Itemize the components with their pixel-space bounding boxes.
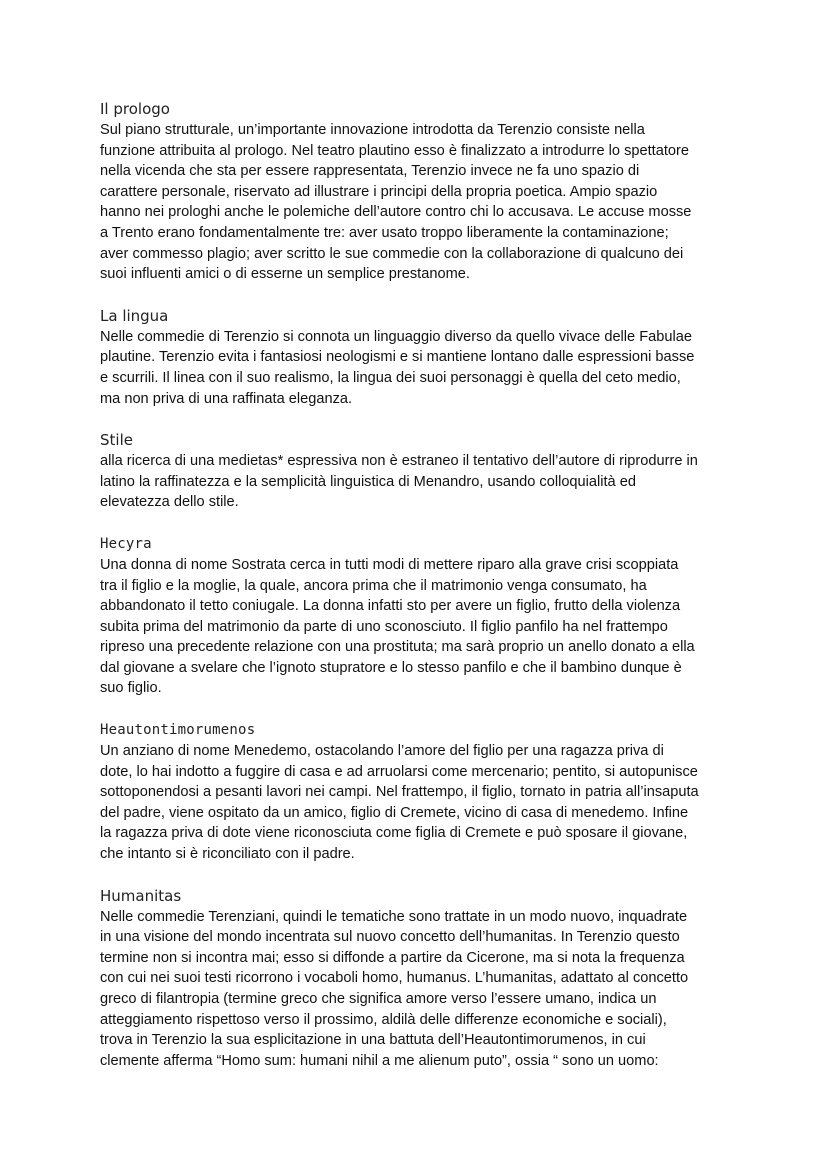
text-line: funzione attribuita al prologo. Nel teatro plautino esso è finalizzato a introdurre lo spettatore — [100, 142, 689, 159]
text-line: aver commesso plagio; aver scritto le sue commedie con la collaborazione di qualcuno dei — [100, 245, 684, 262]
section-paragraph — [100, 555, 740, 699]
text-line: con cui nei suoi testi ricorrono i vocaboli homo, humanus. L’humanitas, adattato al concetto — [100, 970, 689, 987]
section-heading: Hecyra — [100, 535, 152, 552]
text-line: termine non si incontra mai; esso si diffonde a partire da Cicerone, ma si nota la frequenza — [100, 949, 685, 966]
text-line: ripreso una precedente relazione con una prostituta; ma sarà proprio un anello donato a ella — [100, 639, 695, 656]
section-heading: Heautontimorumenos — [100, 722, 256, 739]
text-line: Un anziano di nome Menedemo, ostacolando l’amore del figlio per una ragazza priva di — [100, 743, 664, 760]
text-line: sottoponendosi a pesanti lavori nei campi. Nel frattempo, il figlio, tornato in patria all’insaputa — [100, 784, 699, 801]
text-line: clemente afferma “Homo sum: humani nihil a me alienum puto”, ossia “ sono un uomo: — [100, 1052, 659, 1069]
text-line: trova in Terenzio la sua esplicitazione in una battuta dell’Heautontimorumenos, in cui — [100, 1032, 646, 1049]
text-line: tra il figlio e la moglie, la quale, ancora prima che il matrimonio venga consumato, ha — [100, 577, 647, 594]
text-line: Nelle commedie di Terenzio si connota un linguaggio diverso da quello vivace delle Fabulae — [100, 328, 692, 345]
text-line: hanno nei prologhi anche le polemiche dell’autore contro chi lo accusava. Le accuse mosse — [100, 204, 692, 221]
section-heading: Il prologo — [100, 100, 170, 118]
text-line: abbandonato il tetto coniugale. La donna infatti sto per avere un figlio, frutto della violenza — [100, 598, 681, 615]
text-line: ma non priva di una raffinata eleganza. — [100, 390, 353, 407]
section-paragraph — [100, 451, 740, 513]
text-line: del padre, viene ospitato da un amico, figlio di Cremete, vicino di casa di menedemo. Infine — [100, 804, 689, 821]
text-line: atteggiamento rispettoso verso il prossimo, aldilà delle differenze economiche e sociali), — [100, 1011, 667, 1028]
text-line: dote, lo hai indotto a fuggire di casa e ad arruolarsi come mercenario; pentito, si autopunisce — [100, 763, 698, 780]
text-line: latino la raffinatezza e la semplicità linguistica di Menandro, usando colloquialità ed — [100, 473, 636, 490]
section-lingua — [100, 305, 740, 409]
section-heading: La lingua — [100, 306, 169, 325]
text-line: che intanto si è riconciliato con il padre. — [100, 846, 355, 863]
section-paragraph — [100, 741, 740, 865]
text-line: greco di filantropia (termine greco che significa amore verso l’essere umano, indica un — [100, 991, 657, 1007]
text-line: Una donna di nome Sostrata cerca in tutti modi di mettere riparo alla grave crisi scoppiata — [100, 556, 679, 573]
text-line: carattere personale, riservato ad illustrare i principi della propria poetica. Ampio spazio — [100, 183, 658, 200]
text-line: e scurrili. Il linea con il suo realismo, la lingua dei suoi personaggi è quella del ceto medio, — [100, 369, 681, 386]
text-line: alla ricerca di una medietas* espressiva non è estraneo il tentativo dell’autore di riprodurre in — [100, 453, 698, 470]
section-heading: Humanitas — [100, 886, 182, 905]
text-line: a Trento erano fondamentalmente tre: aver usato troppo liberamente la contaminazione; — [100, 224, 669, 241]
section-stile — [100, 429, 740, 513]
text-line: elevatezza dello stile. — [100, 494, 239, 511]
section-paragraph — [100, 120, 740, 285]
text-line: suoi influenti amici o di esserne un semplice prestanome. — [100, 266, 470, 283]
text-line: Sul piano strutturale, un’importante innovazione introdotta da Terenzio consiste nella — [100, 122, 645, 138]
section-humanitas — [100, 885, 740, 1072]
text-line: in una visione del mondo incentrata sul nuovo concetto dell’humanitas. In Terenzio questo — [100, 929, 680, 946]
section-hecyra — [100, 533, 740, 699]
text-line: la ragazza priva di dote viene riconosciuta come figlia di Cremete e può sposare il giovane, — [100, 825, 688, 842]
text-line: suo figlio. — [100, 680, 162, 697]
text-line: dal giovane a svelare che l’ignoto stupratore e lo stesso panfilo e che il bambino dunque è — [100, 659, 682, 676]
document-page — [100, 98, 740, 1091]
section-paragraph — [100, 327, 740, 409]
text-line: Nelle commedie Terenziani, quindi le tematiche sono trattate in un modo nuovo, inquadrate — [100, 908, 688, 925]
section-heading: Stile — [100, 431, 133, 450]
text-line: nella vicenda che sta per essere rappresentata, Terenzio invece ne fa uno spazio di — [100, 163, 640, 180]
text-line: plautine. Terenzio evita i fantasiosi neologismi e si mantiene lontano dalle espressioni basse — [100, 349, 695, 366]
text-line: subita prima del matrimonio da parte di uno sconosciuto. Il figlio panfilo ha nel frattempo — [100, 618, 668, 635]
section-heautontimorumenos — [100, 719, 740, 865]
section-paragraph — [100, 907, 740, 1072]
section-prologo — [100, 98, 740, 285]
